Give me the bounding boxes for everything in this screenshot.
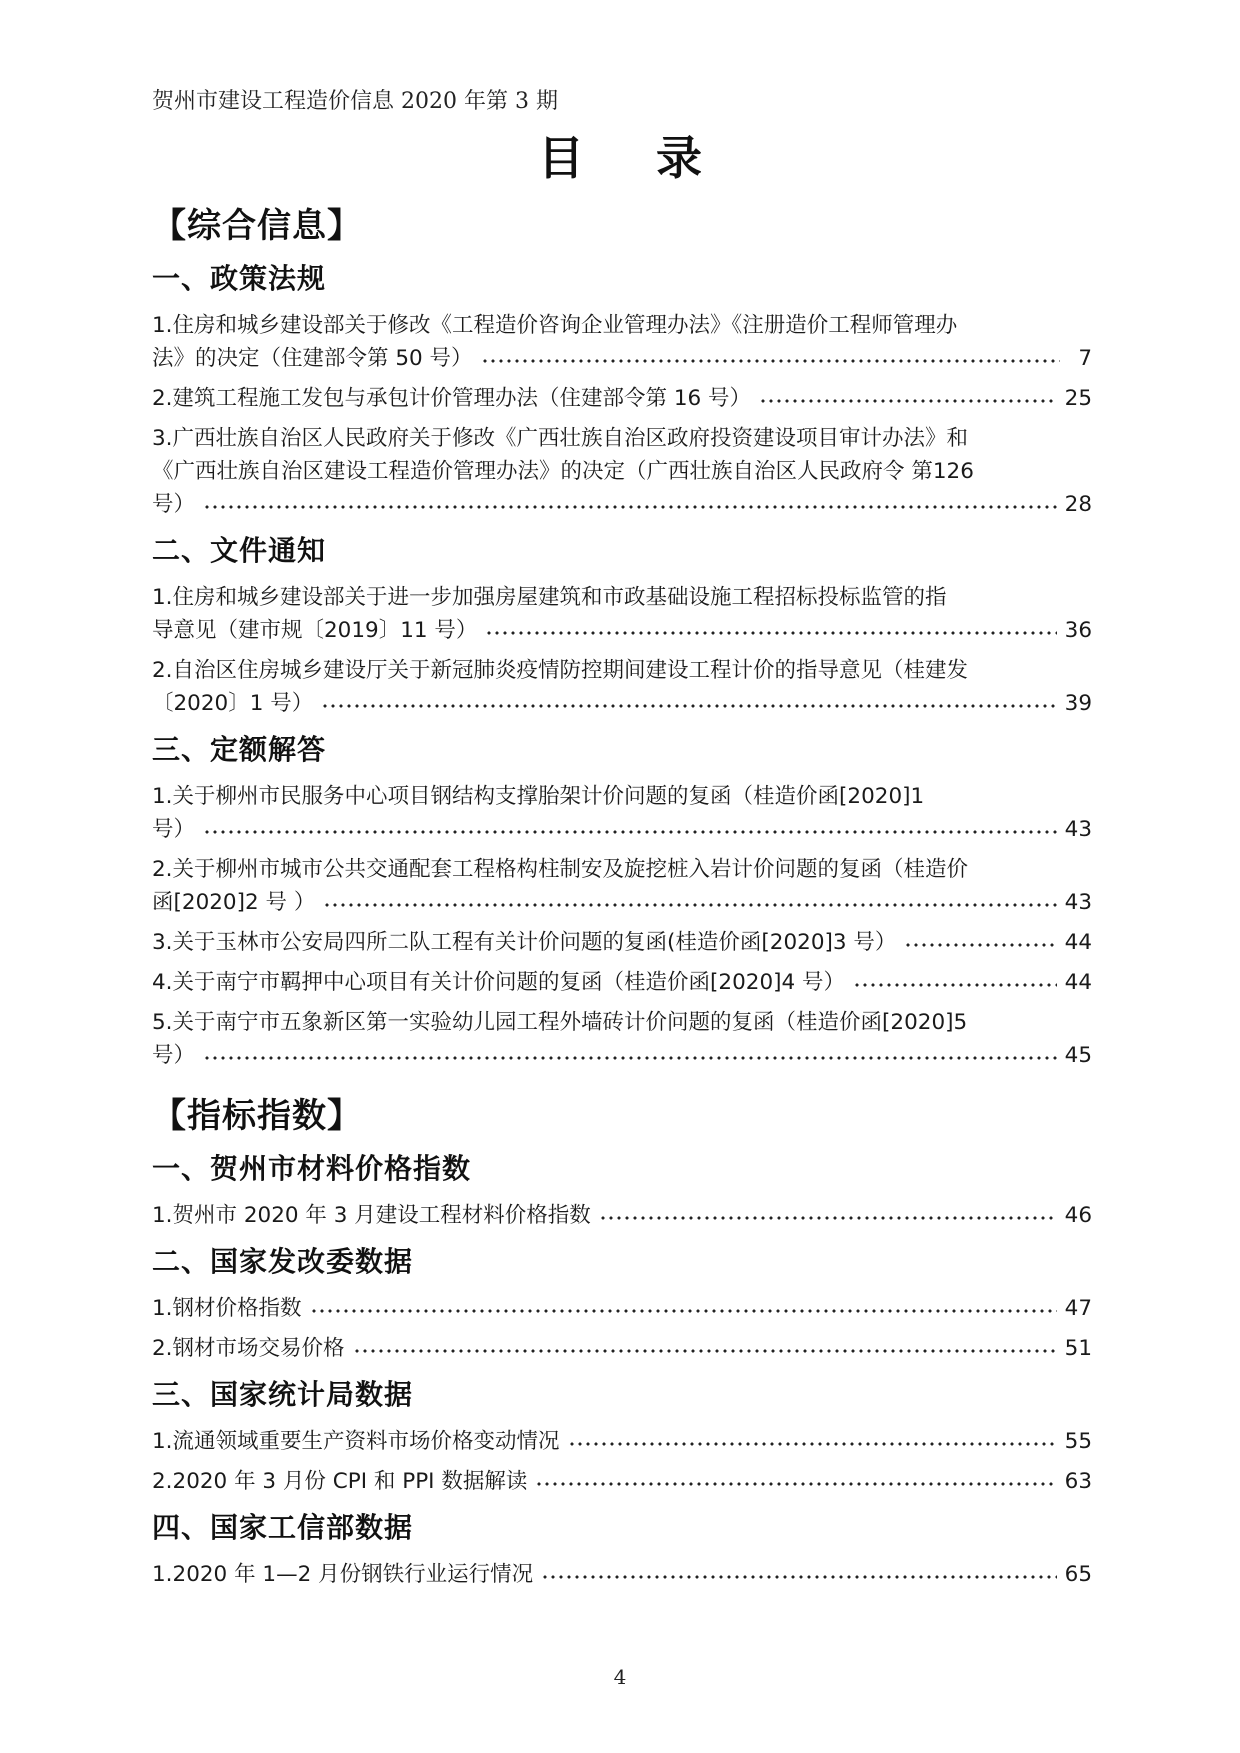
- toc-entry-title: 〔2020〕1 号）: [152, 691, 314, 716]
- toc-entry-last-line: [152, 1425, 1092, 1458]
- toc-page-number: 43: [1064, 817, 1092, 842]
- section-heading: 一、贺州市材料价格指数: [152, 1152, 472, 1185]
- toc-entry[interactable]: [152, 309, 1092, 375]
- dot-leader: [485, 631, 1056, 635]
- toc-entry[interactable]: [152, 926, 1092, 959]
- toc-entry[interactable]: [152, 1332, 1092, 1365]
- toc-page-number: 25: [1064, 386, 1092, 411]
- toc-page-number: 28: [1064, 492, 1092, 517]
- toc-entry-title: 法》的决定（住建部令第 50 号）: [152, 346, 473, 371]
- page-number: 4: [613, 1665, 627, 1689]
- toc-entry-title: 函[2020]2 号 ）: [152, 890, 316, 915]
- toc-page-number: 44: [1064, 970, 1092, 995]
- dot-leader: [541, 1575, 1057, 1579]
- section-heading: 二、国家发改委数据: [152, 1245, 414, 1278]
- dot-leader: [759, 399, 1057, 403]
- part-heading: 【综合信息】: [152, 206, 362, 246]
- toc-entry-title: 1.流通领域重要生产资料市场价格变动情况: [152, 1429, 560, 1454]
- toc-entry-line: 3.广西壮族自治区人民政府关于修改《广西壮族自治区政府投资建设项目审计办法》和: [152, 426, 969, 451]
- toc-entry-last-line: [152, 966, 1092, 999]
- dot-leader: [599, 1216, 1057, 1220]
- toc-entry-title: 1.2020 年 1—2 月份钢铁行业运行情况: [152, 1562, 534, 1587]
- toc-entry-last-line: [152, 488, 1092, 521]
- toc-entry-last-line: [152, 1039, 1092, 1072]
- dot-leader: [904, 943, 1056, 947]
- dot-leader: [203, 830, 1057, 834]
- toc-page-number: 44: [1064, 930, 1092, 955]
- toc-page-number: 43: [1064, 890, 1092, 915]
- dot-leader: [310, 1309, 1057, 1313]
- toc-entry-line: 1.关于柳州市民服务中心项目钢结构支撑胎架计价问题的复函（桂造价函[2020]1: [152, 784, 925, 809]
- dot-leader: [203, 505, 1057, 509]
- toc-entry-title: 号）: [152, 817, 196, 842]
- toc-entry[interactable]: [152, 966, 1092, 999]
- toc-entry-last-line: [152, 614, 1092, 647]
- toc-entry-title: 4.关于南宁市羁押中心项目有关计价问题的复函（桂造价函[2020]4 号）: [152, 970, 846, 995]
- toc-entry-last-line: [152, 1332, 1092, 1365]
- toc-page-number: 36: [1064, 618, 1092, 643]
- page-title: 目录: [538, 131, 774, 185]
- toc-entry-line: 《广西壮族自治区建设工程造价管理办法》的决定（广西壮族自治区人民政府令 第126: [152, 459, 974, 484]
- toc-entry-line: 2.自治区住房城乡建设厅关于新冠肺炎疫情防控期间建设工程计价的指导意见（桂建发: [152, 658, 969, 683]
- toc-entry[interactable]: [152, 780, 1092, 846]
- section-heading: 四、国家工信部数据: [152, 1511, 414, 1544]
- toc-entry-title: 1.钢材价格指数: [152, 1296, 302, 1321]
- toc-page-number: 55: [1064, 1429, 1092, 1454]
- toc-entry-line: 1.住房和城乡建设部关于修改《工程造价咨询企业管理办法》《注册造价工程师管理办: [152, 313, 958, 338]
- toc-entry-title: 2.2020 年 3 月份 CPI 和 PPI 数据解读: [152, 1469, 528, 1494]
- toc-entry[interactable]: [152, 1006, 1092, 1072]
- toc-entry-last-line: [152, 1292, 1092, 1325]
- toc-entry-title: 导意见（建市规〔2019〕11 号）: [152, 618, 478, 643]
- toc-entry[interactable]: [152, 1465, 1092, 1498]
- dot-leader: [203, 1056, 1057, 1060]
- toc-entry-last-line: [152, 1465, 1092, 1498]
- part-heading: 【指标指数】: [152, 1096, 362, 1136]
- section-heading: 二、文件通知: [152, 534, 327, 567]
- dot-leader: [321, 704, 1056, 708]
- toc-entry-last-line: [152, 687, 1092, 720]
- table-of-contents: [152, 198, 1092, 1598]
- toc-page-number: 45: [1064, 1043, 1092, 1068]
- toc-entry-line: 2.关于柳州市城市公共交通配套工程格构柱制安及旋挖桩入岩计价问题的复函（桂造价: [152, 857, 969, 882]
- toc-entry-last-line: [152, 813, 1092, 846]
- dot-leader: [853, 983, 1057, 987]
- toc-entry[interactable]: [152, 1425, 1092, 1458]
- section-heading: 三、国家统计局数据: [152, 1378, 414, 1411]
- toc-entry-title: 2.钢材市场交易价格: [152, 1336, 345, 1361]
- toc-page-number: 39: [1064, 691, 1092, 716]
- toc-entry-last-line: [152, 1558, 1092, 1591]
- toc-entry[interactable]: [152, 382, 1092, 415]
- section-heading: 一、政策法规: [152, 262, 327, 295]
- toc-entry-last-line: [152, 342, 1092, 375]
- toc-page-number: 46: [1064, 1203, 1092, 1228]
- toc-page-number: 47: [1064, 1296, 1092, 1321]
- toc-entry-last-line: [152, 1199, 1092, 1232]
- toc-entry-line: 1.住房和城乡建设部关于进一步加强房屋建筑和市政基础设施工程招标投标监管的指: [152, 585, 947, 610]
- toc-entry[interactable]: [152, 581, 1092, 647]
- toc-entry-last-line: [152, 926, 1092, 959]
- toc-page-number: 51: [1064, 1336, 1092, 1361]
- toc-entry-line: 5.关于南宁市五象新区第一实验幼儿园工程外墙砖计价问题的复函（桂造价函[2020]5: [152, 1010, 968, 1035]
- toc-entry-title: 2.建筑工程施工发包与承包计价管理办法（住建部令第 16 号）: [152, 386, 752, 411]
- toc-entry[interactable]: [152, 1292, 1092, 1325]
- dot-leader: [481, 359, 1060, 363]
- toc-entry-title: 号）: [152, 492, 196, 517]
- dot-leader: [353, 1349, 1057, 1353]
- toc-entry[interactable]: [152, 422, 1092, 521]
- dot-leader: [568, 1442, 1057, 1446]
- toc-entry[interactable]: [152, 1199, 1092, 1232]
- section-heading: 三、定额解答: [152, 733, 327, 766]
- toc-entry-last-line: [152, 382, 1092, 415]
- toc-entry[interactable]: [152, 1558, 1092, 1591]
- dot-leader: [535, 1482, 1056, 1486]
- toc-entry-title: 1.贺州市 2020 年 3 月建设工程材料价格指数: [152, 1203, 591, 1228]
- running-header: 贺州市建设工程造价信息 2020 年第 3 期: [152, 89, 558, 114]
- toc-entry[interactable]: [152, 654, 1092, 720]
- toc-page-number: 7: [1078, 346, 1092, 371]
- toc-page-number: 63: [1064, 1469, 1092, 1494]
- toc-entry[interactable]: [152, 853, 1092, 919]
- toc-page-number: 65: [1064, 1562, 1092, 1587]
- toc-entry-last-line: [152, 886, 1092, 919]
- toc-entry-title: 号）: [152, 1043, 196, 1068]
- dot-leader: [323, 903, 1056, 907]
- toc-entry-title: 3.关于玉林市公安局四所二队工程有关计价问题的复函(桂造价函[2020]3 号）: [152, 930, 897, 955]
